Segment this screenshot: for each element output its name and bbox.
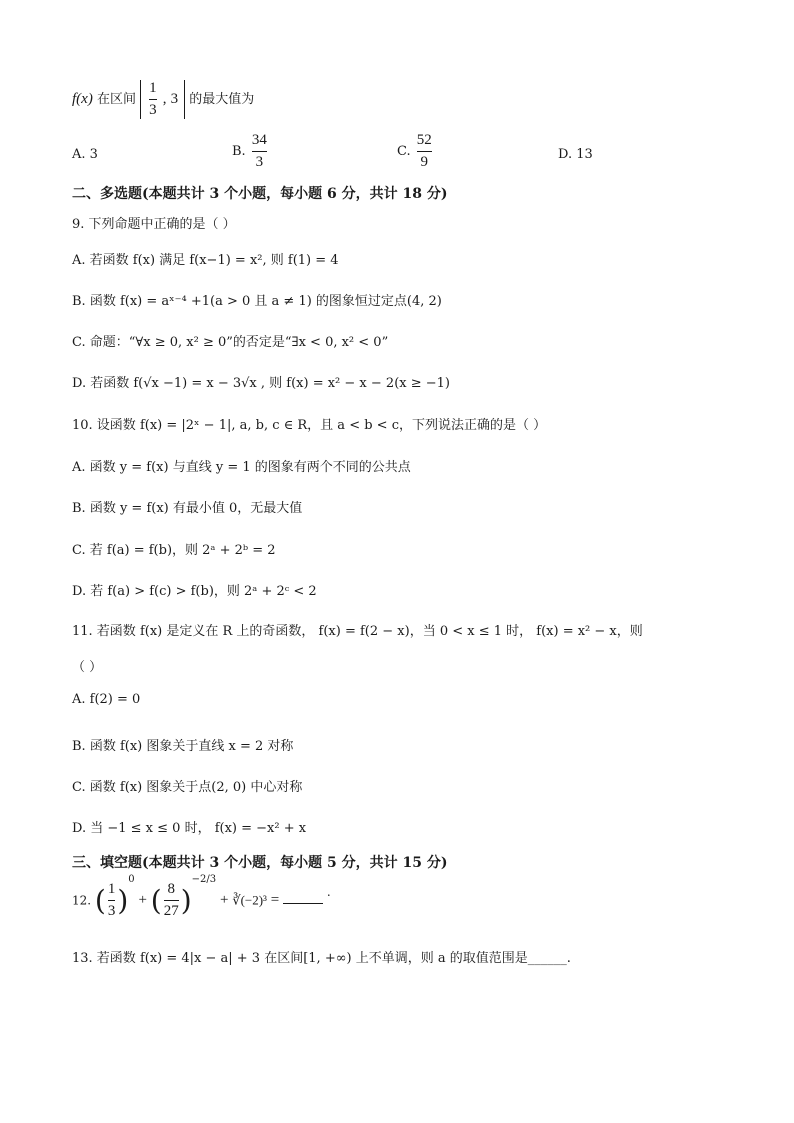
q10-option-a: A. 函数 y = f(x) 与直线 y = 1 的图象有两个不同的公共点 xyxy=(72,460,411,475)
q11-option-b: B. 函数 f(x) 图象关于直线 x = 2 对称 xyxy=(72,739,294,754)
q10-option-b: B. 函数 y = f(x) 有最小值 0，无最大值 xyxy=(72,501,303,516)
q9-stem: 9. 下列命题中正确的是（ ） xyxy=(72,217,236,232)
q11-stem: 11. 若函数 f(x) 是定义在 R 上的奇函数， f(x) = f(2 − x)，当 0 < x ≤ 1 时， f(x) = x² − x，则 xyxy=(72,624,643,639)
q9-option-d: D. 若函数 f(√x −1) = x − 3√x , 则 f(x) = x² − x − 2(x ≥ −1) xyxy=(72,376,450,391)
q8-interval-left: $\frac{1}{3}$ xyxy=(149,80,157,118)
q8-option-b: B. $\frac{34}{3}$ xyxy=(232,132,267,170)
q9-option-b: B. 函数 f(x) = aˣ⁻⁴ +1(a > 0 且 a ≠ 1) 的图象恒过定点(4, 2) xyxy=(72,294,442,309)
q8-option-c: C. $\frac{52}{9}$ xyxy=(397,132,432,170)
q11-option-c: C. 函数 f(x) 图象关于点(2, 0) 中心对称 xyxy=(72,780,303,795)
q10-option-d: D. 若 f(a) > f(c) > f(b)，则 2ᵃ + 2ᶜ < 2 xyxy=(72,584,317,599)
q12: 12. ( $\frac{1}{3}$ )$^0$ + ( $\frac{8}{27}$ )$^{-2/3}$ + ∛(−2)³ = . xyxy=(72,874,331,919)
q10-option-c: C. 若 f(a) = f(b)，则 2ᵃ + 2ᵇ = 2 xyxy=(72,543,276,558)
q10-stem: 10. 设函数 f(x) = |2ˣ − 1|, a, b, c ∈ R，且 a < b < c，下列说法正确的是（ ） xyxy=(72,418,547,433)
q13-stem: 13. 若函数 f(x) = 4|x − a| + 3 在区间[1, +∞) 上不单调，则 a 的取值范围是______. xyxy=(72,951,571,966)
q12-answer-blank[interactable] xyxy=(283,903,323,904)
q11-option-d: D. 当 −1 ≤ x ≤ 0 时， f(x) = −x² + x xyxy=(72,821,307,836)
q11-option-a: A. f(2) = 0 xyxy=(72,692,141,707)
section-heading-multiple-choice: 二、多选题(本题共计 3 个小题，每小题 6 分，共计 18 分) xyxy=(72,186,448,202)
q8-option-d: D. 13 xyxy=(558,147,593,162)
q8-interval: $\frac{1}{3}$ , 3 xyxy=(140,80,185,119)
q8-stem: f(x) 在区间 $\frac{1}{3}$ , 3 的最大值为 xyxy=(72,80,255,118)
q9-option-a: A. 若函数 f(x) 满足 f(x−1) = x², 则 f(1) = 4 xyxy=(72,253,339,268)
q11-answer-paren: （ ） xyxy=(72,660,103,675)
q8-option-a: A. 3 xyxy=(72,147,98,162)
q9-option-c: C. 命题：“∀x ≥ 0, x² ≥ 0”的否定是“∃x < 0, x² < 0” xyxy=(72,335,389,350)
section-heading-fill-in: 三、填空题(本题共计 3 个小题，每小题 5 分，共计 15 分) xyxy=(72,855,448,871)
